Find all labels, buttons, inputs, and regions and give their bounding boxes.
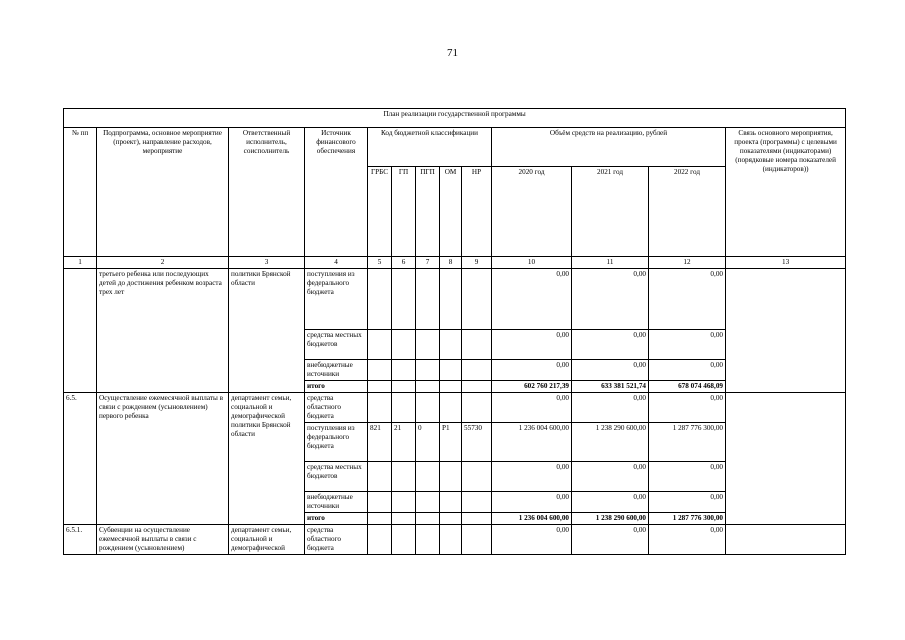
code-grbs: 821 — [368, 423, 392, 462]
table-row — [64, 269, 846, 330]
header-nr: НР — [462, 167, 492, 257]
header-source: Источник финансового обеспечения — [305, 128, 368, 257]
value-2022: 0,00 — [649, 269, 726, 330]
table-title: План реализации государственной программы — [64, 109, 846, 128]
value-2020: 0,00 — [492, 360, 572, 381]
value-2021: 0,00 — [572, 393, 649, 423]
row-source: итого — [305, 513, 368, 525]
table-title-row — [64, 109, 846, 128]
value-2022: 0,00 — [649, 492, 726, 513]
value-2020: 1 236 004 600,00 — [492, 513, 572, 525]
row-executor: департамент семьи, социальной и демографической — [229, 525, 305, 555]
value-2022: 0,00 — [649, 330, 726, 360]
value-2022: 1 287 776 300,00 — [649, 513, 726, 525]
row-activity-name: Осуществление ежемесячной выплаты в связи с рождением (усыновлением) первого ребенка — [97, 393, 229, 525]
header-grbs: ГРБС — [368, 167, 392, 257]
header-2021: 2021 год — [572, 167, 649, 257]
value-2020: 1 236 004 600,00 — [492, 423, 572, 462]
row-source: средства областного бюджета — [305, 393, 368, 423]
value-2021: 0,00 — [572, 330, 649, 360]
page-number: 71 — [447, 47, 458, 59]
value-2020: 0,00 — [492, 393, 572, 423]
column-number: 9 — [462, 257, 492, 269]
value-2022: 0,00 — [649, 525, 726, 555]
value-2021: 0,00 — [572, 462, 649, 492]
column-number: 7 — [416, 257, 440, 269]
column-number: 2 — [97, 257, 229, 269]
column-number: 8 — [440, 257, 462, 269]
value-2020: 0,00 — [492, 269, 572, 330]
row-number — [64, 269, 97, 393]
value-2021: 633 381 521,74 — [572, 381, 649, 393]
value-2021: 0,00 — [572, 269, 649, 330]
header-om: ОМ — [440, 167, 462, 257]
value-2022: 0,00 — [649, 462, 726, 492]
table-row — [64, 525, 846, 555]
row-source: поступления из федерального бюджета — [305, 269, 368, 330]
column-number: 4 — [305, 257, 368, 269]
header-pgp: ПГП — [416, 167, 440, 257]
header-2022: 2022 год — [649, 167, 726, 257]
value-2021: 0,00 — [572, 360, 649, 381]
row-number: 6.5. — [64, 393, 97, 525]
column-number: 12 — [649, 257, 726, 269]
column-number: 11 — [572, 257, 649, 269]
row-source: итого — [305, 381, 368, 393]
row-link — [726, 525, 846, 555]
header-2020: 2020 год — [492, 167, 572, 257]
value-2020: 0,00 — [492, 462, 572, 492]
header-subprogram: Подпрограмма, основное мероприятие (проект), направление расходов, мероприятие — [97, 128, 229, 257]
value-2020: 0,00 — [492, 492, 572, 513]
header-budget-code: Код бюджетной классификации — [368, 128, 492, 167]
header-no: № пп — [64, 128, 97, 257]
row-source: внебюджетные источники — [305, 360, 368, 381]
row-source: поступления из федерального бюджета — [305, 423, 368, 462]
row-source: внебюджетные источники — [305, 492, 368, 513]
code-nr: 55730 — [462, 423, 492, 462]
header-link: Связь основного мероприятия, проекта (программы) с целевыми показателями (индикаторами) (порядковые номера показателей (индикаторов)) — [726, 128, 846, 257]
row-number: 6.5.1. — [64, 525, 97, 555]
row-source: средства местных бюджетов — [305, 462, 368, 492]
code-gp: 21 — [392, 423, 416, 462]
header-row-1 — [64, 128, 846, 167]
row-link — [726, 393, 846, 525]
value-2022: 1 287 776 300,00 — [649, 423, 726, 462]
value-2021: 0,00 — [572, 525, 649, 555]
value-2021: 1 238 290 600,00 — [572, 423, 649, 462]
column-number: 13 — [726, 257, 846, 269]
header-volume: Объём средств на реализацию, рублей — [492, 128, 726, 167]
row-activity-name: третьего ребенка или последующих детей до достижения ребенком возраста трех лет — [97, 269, 229, 393]
row-source: средства областного бюджета — [305, 525, 368, 555]
row-executor: политики Брянской области — [229, 269, 305, 393]
header-executor: Ответственный исполнитель, соисполнитель — [229, 128, 305, 257]
value-2021: 1 238 290 600,00 — [572, 513, 649, 525]
column-number: 10 — [492, 257, 572, 269]
row-link — [726, 269, 846, 393]
code-om: P1 — [440, 423, 462, 462]
value-2022: 0,00 — [649, 360, 726, 381]
implementation-plan-table — [63, 108, 846, 555]
column-number: 6 — [392, 257, 416, 269]
column-number: 5 — [368, 257, 392, 269]
column-number: 3 — [229, 257, 305, 269]
value-2021: 0,00 — [572, 492, 649, 513]
value-2020: 602 760 217,39 — [492, 381, 572, 393]
header-gp: ГП — [392, 167, 416, 257]
value-2020: 0,00 — [492, 525, 572, 555]
code-pgp: 0 — [416, 423, 440, 462]
value-2022: 678 074 468,09 — [649, 381, 726, 393]
row-executor: департамент семьи, социальной и демографической политики Брянской области — [229, 393, 305, 525]
row-source: средства местных бюджетов — [305, 330, 368, 360]
table-row — [64, 393, 846, 423]
value-2022: 0,00 — [649, 393, 726, 423]
value-2020: 0,00 — [492, 330, 572, 360]
row-activity-name: Субвенции на осуществление ежемесячной выплаты в связи с рождением (усыновлением) — [97, 525, 229, 555]
column-number: 1 — [64, 257, 97, 269]
column-number-row — [64, 257, 846, 269]
